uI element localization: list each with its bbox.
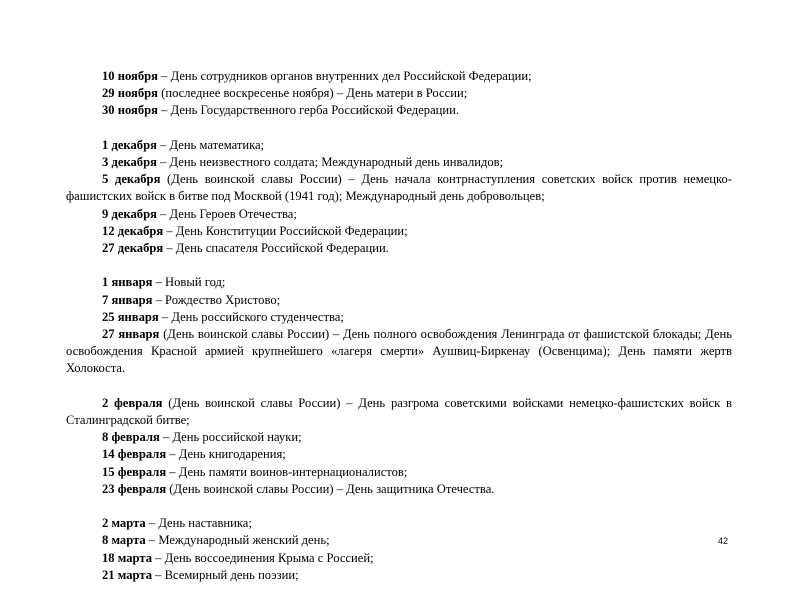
entry-date: 25 января: [102, 309, 159, 324]
calendar-entry: [66, 550, 732, 567]
entry-description: – День Героев Отечества;: [156, 206, 297, 221]
calendar-entry: [66, 85, 732, 102]
month-section: [66, 395, 732, 498]
entry-description: – День сотрудников органов внутренних дел Российской Федерации;: [157, 69, 532, 83]
calendar-entry: [66, 532, 732, 549]
entry-date: 2 февраля: [102, 395, 163, 410]
entry-date: 9 декабря: [102, 206, 157, 221]
calendar-entry: [66, 274, 732, 291]
calendar-entry: [66, 429, 732, 446]
page-number: 42: [718, 536, 729, 546]
entry-description: – День воссоединения Крыма с Россией;: [152, 550, 374, 565]
calendar-entry: [66, 567, 732, 584]
calendar-entry: [66, 395, 732, 429]
entry-description: – День спасателя Российской Федерации.: [163, 241, 389, 256]
calendar-entry: [66, 68, 732, 85]
calendar-list: [66, 68, 732, 601]
entry-date: 8 марта: [102, 533, 146, 548]
calendar-entry: [66, 206, 732, 223]
entry-description: – День наставника;: [145, 516, 252, 531]
entry-date: 30 ноября: [102, 103, 158, 118]
entry-description: – Международный женский день;: [145, 533, 330, 548]
entry-description: – День Конституции Российской Федерации;: [163, 223, 408, 238]
entry-description: – День российского студенчества;: [158, 309, 344, 324]
calendar-entry: [66, 102, 732, 119]
entry-description: (День воинской славы России) – День разгрома советскими войсками немецко-фашистских войск в Сталинградской битве;: [66, 395, 733, 428]
entry-description: – Новый год;: [152, 275, 226, 290]
entry-date: 21 марта: [102, 567, 153, 582]
entry-date: 15 февраля: [102, 464, 167, 479]
entry-date: 1 декабря: [102, 137, 157, 152]
calendar-entry: [66, 223, 732, 240]
month-section: [66, 137, 732, 257]
entry-date: 2 марта: [102, 516, 146, 531]
calendar-entry: [66, 309, 732, 326]
entry-date: 7 января: [102, 292, 153, 307]
entry-date: 8 февраля: [102, 430, 160, 445]
calendar-entry: [66, 464, 732, 481]
calendar-entry: [66, 515, 732, 532]
entry-description: – День книгодарения;: [166, 447, 286, 462]
entry-description: (День воинской славы России) – День полного освобождения Ленинграда от фашистской блокады; День освобождения Красной армией крупнейшего «лагеря смерти» Аушвиц-Биркенау (Освенцима); День памяти жертв Холокоста.: [66, 327, 732, 376]
month-section: [66, 274, 732, 377]
calendar-entry: [66, 137, 732, 154]
entry-date: 29 ноября: [102, 86, 158, 101]
calendar-entry: [66, 154, 732, 171]
entry-date: 1 января: [102, 275, 153, 290]
month-section: [66, 68, 732, 120]
entry-date: 27 декабря: [102, 241, 164, 256]
month-section: [66, 515, 732, 584]
entry-date: 23 февраля: [102, 481, 167, 496]
calendar-entry: [66, 446, 732, 463]
entry-date: 12 декабря: [102, 223, 164, 238]
calendar-entry: [66, 171, 732, 205]
entry-description: – День математика;: [156, 137, 265, 152]
entry-date: 10 ноября: [102, 69, 158, 83]
entry-description: – День Государственного герба Российской Федерации.: [157, 103, 460, 118]
entry-date: 27 января: [102, 327, 160, 342]
entry-date: 18 марта: [102, 550, 153, 565]
entry-description: – День памяти воинов-интернационалистов;: [166, 464, 408, 479]
calendar-entry: [66, 481, 732, 498]
entry-description: (День воинской славы России) – День защитника Отечества.: [166, 481, 495, 496]
entry-description: (День воинской славы России) – День начала контрнаступления советских войск против немецко-фашистских войск в битве под Москвой (1941 год); Международный день добровольцев;: [66, 172, 732, 204]
calendar-entry: [66, 326, 732, 378]
entry-description: – День неизвестного солдата; Международный день инвалидов;: [156, 155, 504, 169]
entry-date: 14 февраля: [102, 447, 167, 462]
entry-description: – День российской науки;: [159, 430, 302, 445]
entry-description: (последнее воскресенье ноября) – День матери в России;: [157, 86, 468, 101]
calendar-entry: [66, 292, 732, 309]
calendar-entry: [66, 240, 732, 257]
entry-date: 5 декабря: [102, 172, 161, 187]
entry-description: – Всемирный день поэзии;: [152, 567, 299, 582]
entry-description: – Рождество Христово;: [152, 292, 281, 307]
entry-date: 3 декабря: [102, 155, 157, 169]
